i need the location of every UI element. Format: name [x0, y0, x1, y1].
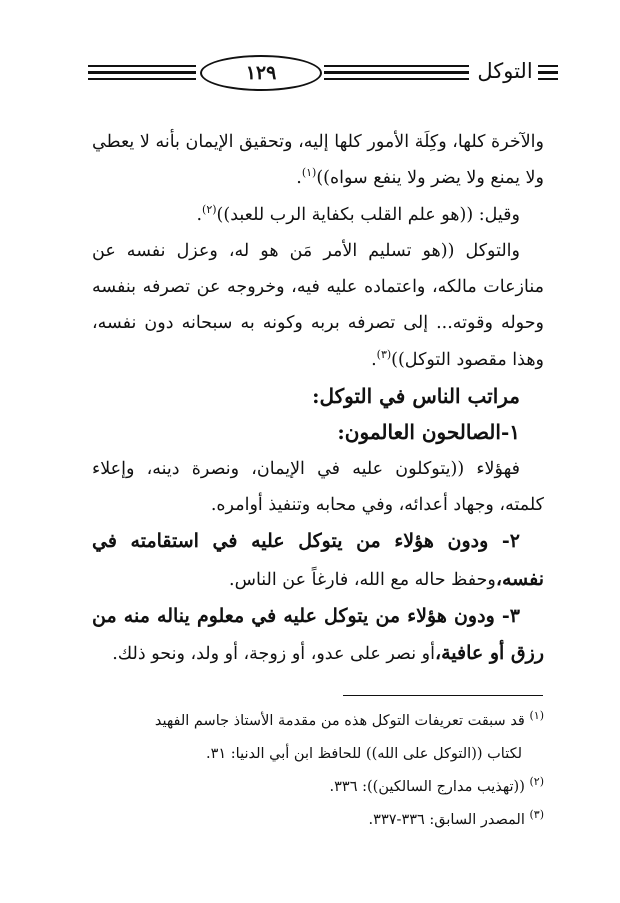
section-heading: مراتب الناس في التوكل: [312, 384, 520, 409]
body-text [92, 124, 544, 672]
footnote-ref[interactable]: (٢) [202, 202, 217, 216]
footnote-marker: (٢) [529, 775, 544, 789]
header-rule [88, 71, 196, 74]
rank-2-text: وحفظ حاله مع الله، فارغاً عن الناس. [229, 569, 496, 590]
rank-3-text: أو نصر على عدو، أو زوجة، أو ولد، ونحو ذلك. [112, 644, 435, 665]
paragraph-end: . [371, 349, 377, 370]
header-rule [538, 78, 558, 80]
footnote-1-continued: لكتاب ((التوكل على الله)) للحافظ ابن أبي الدنيا: ٣١. [205, 746, 522, 762]
header-rule [88, 78, 196, 80]
footnote-ref[interactable]: (٣) [376, 347, 392, 361]
paragraph-text: وقيل: ((هو علم القلب بكفاية الرب للعبد)) [216, 204, 520, 225]
footnotes [92, 705, 544, 837]
paragraph [92, 233, 544, 378]
rank-1-text: فهؤلاء ((يتوكلون عليه في الإيمان، ونصرة دينه، وإعلاء كلمته، وجهاد أعدائه، وفي محابه وتنفيذ أوامره. [92, 458, 544, 515]
paragraph [92, 124, 544, 197]
footnote-separator [343, 695, 543, 696]
header-rule [324, 78, 469, 80]
rank-2-heading: ٢- ودون هؤلاء من يتوكل عليه في استقامته في نفسه، [92, 530, 544, 590]
paragraph-end: . [296, 168, 302, 189]
header-rule [538, 65, 558, 67]
header-rule [88, 65, 196, 67]
footnote-text: المصدر السابق: ٣٣٦-٣٣٧. [368, 812, 525, 828]
footnote-marker: (٣) [529, 808, 544, 822]
page-header [88, 55, 540, 95]
footnote-text: قد سبقت تعريفات التوكل هذه من مقدمة الأستاذ جاسم الفهيد [154, 713, 525, 729]
footnote-ref[interactable]: (١) [301, 166, 317, 180]
rank-3-paragraph [92, 598, 544, 673]
rank-3-heading: ٣- ودون هؤلاء من يتوكل عليه في معلوم يناله منه من رزق أو عافية، [92, 604, 544, 665]
paragraph-text: والتوكل ((هو تسليم الأمر مَن هو له، وعزل نفسه عن منازعات مالكه، واعتماده عليه فيه، وخروجه عن تصرفه بنفسه وحوله وقوته... إلى تصرفه بربه وكونه به سبحانه دون نفسه، وهذا مقصود التوكل)) [92, 240, 544, 370]
footnote-3 [92, 804, 544, 837]
header-rule [324, 65, 469, 67]
header-rule [538, 71, 558, 74]
header-rule [324, 71, 469, 74]
page-number: ١٢٩ [200, 55, 322, 91]
paragraph [92, 197, 544, 233]
paragraph-end: . [196, 204, 203, 225]
rank-2-paragraph [92, 523, 544, 598]
footnote-1 [92, 705, 544, 738]
footnote-marker: (١) [529, 709, 544, 723]
rank-1-heading: ١-الصالحون العالمون: [337, 420, 520, 445]
paragraph-text: والآخرة كلها، وكِلَة الأمور كلها إليه، وتحقيق الإيمان بأنه لا يعطي ولا يمنع ولا يضر ولا ينفع سواه)) [92, 132, 544, 189]
footnote-text: ((تهذيب مدارج السالكين)): ٣٣٦. [329, 779, 525, 795]
footnote-2 [92, 771, 544, 804]
running-title: التوكل [477, 59, 533, 83]
